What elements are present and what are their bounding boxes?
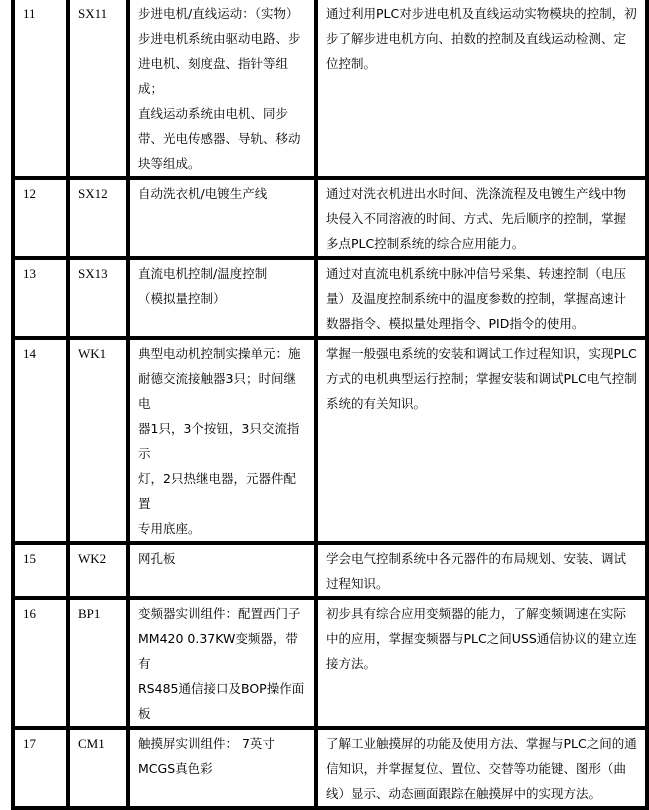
equipment-description-cell-line: 变频器实训组件：配置西门子 [138,606,301,621]
table-body [13,0,647,808]
equipment-description-cell [128,543,316,598]
equipment-description-cell-line: 网孔板 [138,551,176,566]
equipment-description-cell-line: 专用底座。 [138,521,201,536]
training-objective-cell-line: 接方法。 [326,656,377,671]
equipment-description-cell-line: 进电机、刻度盘、指针等组 [138,56,289,71]
equipment-description-cell-line: RS485通信接口及BOP操作面板 [138,681,305,721]
equipment-code-cell: CM1 [68,728,128,808]
training-objective-cell-line: 步了解步进电机方向、拍数的控制及直线运动检测、定 [326,31,627,46]
training-objective-cell-line: 多点PLC控制系统的综合应用能力。 [326,236,525,251]
training-objective-cell-line: 掌握一般强电系统的安装和调试工作过程知识，实现PLC [326,346,637,361]
row-number-cell: 12 [13,178,68,258]
row-number-cell: 15 [13,543,68,598]
equipment-table [11,0,649,810]
training-objective-cell-line: 方式的电机典型运行控制；掌握安装和调试PLC电气控制 [326,371,637,386]
training-objective-cell-line: 过程知识。 [326,576,389,591]
training-objective-cell [316,728,647,808]
equipment-description-cell [128,178,316,258]
training-objective-cell-line: 线）显示、动态画面跟踪在触摸屏中的实现方法。 [326,786,602,801]
training-objective-cell-line: 量）及温度控制系统中的温度参数的控制，掌握高速计 [326,291,627,306]
training-objective-cell [316,598,647,728]
training-objective-cell [316,543,647,598]
training-objective-cell-line: 块侵入不同溶液的时间、方式、先后顺序的控制，掌握 [326,211,627,226]
training-objective-cell-line: 通过对洗衣机进出水时间、洗涤流程及电镀生产线中物 [326,186,627,201]
training-objective-cell-line: 系统的有关知识。 [326,396,427,411]
training-objective-cell-line: 位控制。 [326,56,377,71]
equipment-description-cell [128,258,316,338]
equipment-description-cell-line: MCGS真色彩 [138,761,213,776]
training-objective-cell [316,338,647,543]
training-objective-cell [316,0,647,178]
equipment-description-cell [128,338,316,543]
table-row [13,178,647,258]
training-objective-cell-line: 信知识，并掌握复位、置位、交替等功能键、图形（曲 [326,761,627,776]
table-row [13,598,647,728]
training-objective-cell [316,258,647,338]
table-row [13,728,647,808]
equipment-description-cell-line: （模拟量控制） [138,291,226,306]
equipment-description-cell-line: 带、光电传感器、导轨、移动 [138,131,301,146]
row-number-cell: 13 [13,258,68,338]
equipment-description-cell-line: 步进电机/直线运动：（实物） [138,6,299,21]
equipment-code-cell: WK1 [68,338,128,543]
equipment-description-cell-line: 直流电机控制/温度控制 [138,266,268,281]
row-number-cell: 16 [13,598,68,728]
training-objective-cell-line: 数器指令、模拟量处理指令、PID指令的使用。 [326,316,585,331]
training-objective-cell-line: 学会电气控制系统中各元器件的布局规划、安装、调试 [326,551,627,566]
table-row [13,338,647,543]
table-row [13,0,647,178]
equipment-description-cell-line: 灯，2只热继电器，元器件配置 [138,471,296,511]
equipment-description-cell [128,598,316,728]
row-number-cell: 14 [13,338,68,543]
equipment-description-cell-line: 块等组成。 [138,156,201,171]
equipment-description-cell [128,0,316,178]
equipment-description-cell-line: 成； [138,81,164,96]
training-objective-cell-line: 通过对直流电机系统中脉冲信号采集、转速控制（电压 [326,266,627,281]
equipment-description-cell [128,728,316,808]
equipment-description-cell-line: 自动洗衣机/电镀生产线 [138,186,268,201]
equipment-description-cell-line: 步进电机系统由驱动电路、步 [138,31,301,46]
training-objective-cell-line: 中的应用，掌握变频器与PLC之间USS通信协议的建立连 [326,631,637,646]
equipment-description-cell-line: 耐德交流接触器3只；时间继电 [138,371,296,411]
table-row [13,258,647,338]
equipment-code-cell: SX12 [68,178,128,258]
row-number-cell: 11 [13,0,68,178]
training-objective-cell-line: 了解工业触摸屏的功能及使用方法、掌握与PLC之间的通 [326,736,637,751]
equipment-code-cell: WK2 [68,543,128,598]
row-number-cell: 17 [13,728,68,808]
equipment-code-cell: BP1 [68,598,128,728]
training-objective-cell-line: 通过利用PLC对步进电机及直线运动实物模块的控制，初 [326,6,637,21]
equipment-description-cell-line: 触摸屏实训组件： 7英寸 [138,736,275,751]
equipment-code-cell: SX11 [68,0,128,178]
equipment-description-cell-line: 直线运动系统由电机、同步 [138,106,289,121]
training-objective-cell [316,178,647,258]
equipment-description-cell-line: MM420 0.37KW变频器，带有 [138,631,298,671]
equipment-description-cell-line: 典型电动机控制实操单元：施 [138,346,301,361]
table-row [13,543,647,598]
equipment-code-cell: SX13 [68,258,128,338]
training-objective-cell-line: 初步具有综合应用变频器的能力，了解变频调速在实际 [326,606,627,621]
equipment-description-cell-line: 器1只，3个按钮，3只交流指示 [138,421,300,461]
